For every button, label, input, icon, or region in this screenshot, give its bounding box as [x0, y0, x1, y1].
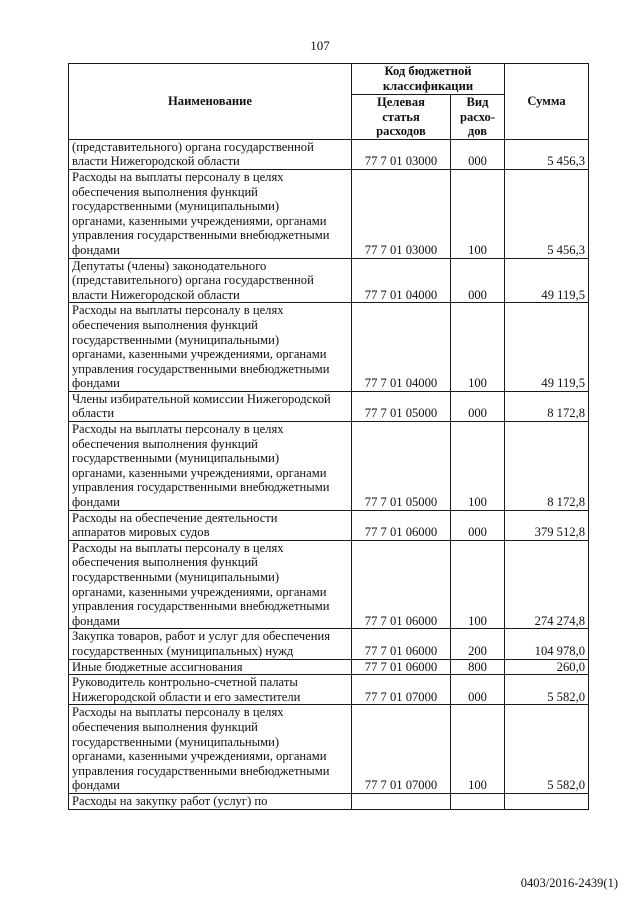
row-name-line: Закупка товаров, работ и услуг для обеспечения [72, 629, 331, 644]
row-name-cell [69, 659, 352, 675]
row-target-code: 77 7 01 04000 [352, 303, 451, 392]
row-name-line: обеспечения выполнения функций [72, 184, 258, 199]
row-name-line: государственными (муниципальными) [72, 199, 280, 214]
row-expense-type: 000 [451, 139, 505, 169]
row-name-line: обеспечения выполнения функций [72, 436, 258, 451]
row-name-line: Руководитель контрольно-счетной палаты [72, 675, 298, 690]
table-row [69, 258, 589, 303]
row-name-line: фондами [72, 242, 120, 257]
row-sum: 8 172,8 [505, 391, 589, 421]
row-name-cell [69, 391, 352, 421]
row-target-code: 77 7 01 07000 [352, 705, 451, 794]
row-name-line: органами, казенными учреждениями, органами [72, 213, 327, 228]
header-code-group: Код бюджетной классификации [352, 64, 505, 95]
row-name-line: фондами [72, 495, 120, 510]
table-header [69, 64, 589, 140]
row-name-line: Расходы на выплаты персоналу в целях [72, 169, 284, 184]
row-expense-type: 100 [451, 422, 505, 511]
row-name-line: органами, казенными учреждениями, органами [72, 465, 327, 480]
row-target-code: 77 7 01 06000 [352, 659, 451, 675]
row-name-line: органами, казенными учреждениями, органами [72, 749, 327, 764]
row-target-code: 77 7 01 04000 [352, 258, 451, 303]
header-target: Целевая статья расходов [352, 95, 451, 140]
row-sum: 49 119,5 [505, 258, 589, 303]
table-row [69, 169, 589, 258]
row-sum: 8 172,8 [505, 422, 589, 511]
row-name-cell [69, 169, 352, 258]
table-row [69, 510, 589, 540]
page-number: 107 [310, 38, 330, 53]
table-row [69, 540, 589, 629]
row-name-cell [69, 793, 352, 809]
row-sum: 104 978,0 [505, 629, 589, 659]
document-code: 0403/2016-2439(1) [520, 876, 618, 890]
row-name-cell [69, 540, 352, 629]
row-name-line: обеспечения выполнения функций [72, 317, 258, 332]
row-sum: 49 119,5 [505, 303, 589, 392]
row-name-line: Расходы на закупку работ (услуг) по [72, 793, 268, 808]
row-name-line: управления государственными внебюджетными [72, 599, 330, 614]
row-name-line: Расходы на обеспечение деятельности [72, 510, 278, 525]
row-expense-type: 800 [451, 659, 505, 675]
row-name-line: фондами [72, 376, 120, 391]
row-target-code: 77 7 01 07000 [352, 675, 451, 705]
row-sum: 260,0 [505, 659, 589, 675]
row-name-line: власти Нижегородской области [72, 154, 240, 169]
row-sum: 5 456,3 [505, 169, 589, 258]
row-expense-type: 200 [451, 629, 505, 659]
row-name-cell [69, 675, 352, 705]
budget-table [68, 63, 589, 810]
row-name-line: государственными (муниципальными) [72, 734, 280, 749]
row-sum: 379 512,8 [505, 510, 589, 540]
row-expense-type: 100 [451, 705, 505, 794]
header-sum: Сумма [505, 64, 589, 140]
row-name-line: обеспечения выполнения функций [72, 555, 258, 570]
row-name-line: (представительного) органа государственной [72, 139, 314, 154]
row-name-line: Нижегородской области и его заместители [72, 689, 301, 704]
row-expense-type: 000 [451, 510, 505, 540]
row-name-line: государственных (муниципальных) нужд [72, 643, 294, 658]
row-name-line: управления государственными внебюджетными [72, 361, 330, 376]
row-sum: 5 456,3 [505, 139, 589, 169]
row-name-line: управления государственными внебюджетными [72, 228, 330, 243]
row-target-code: 77 7 01 06000 [352, 540, 451, 629]
row-target-code: 77 7 01 06000 [352, 510, 451, 540]
row-target-code [352, 793, 451, 809]
row-sum: 5 582,0 [505, 675, 589, 705]
row-name-cell [69, 258, 352, 303]
row-name-line: органами, казенными учреждениями, органами [72, 347, 327, 362]
table-row [69, 705, 589, 794]
table-row [69, 139, 589, 169]
row-target-code: 77 7 01 06000 [352, 629, 451, 659]
row-name-cell [69, 629, 352, 659]
row-name-cell [69, 139, 352, 169]
row-name-cell [69, 422, 352, 511]
row-name-line: Члены избирательной комиссии Нижегородской [72, 391, 331, 406]
row-name-cell [69, 705, 352, 794]
row-name-line: обеспечения выполнения функций [72, 719, 258, 734]
row-name-line: государственными (муниципальными) [72, 451, 280, 466]
table-row [69, 793, 589, 809]
table-row [69, 629, 589, 659]
row-target-code: 77 7 01 03000 [352, 139, 451, 169]
table-body [69, 139, 589, 809]
row-name-line: области [72, 406, 115, 421]
row-name-line: Расходы на выплаты персоналу в целях [72, 540, 284, 555]
table-row [69, 303, 589, 392]
row-name-line: управления государственными внебюджетными [72, 763, 330, 778]
table-row [69, 391, 589, 421]
row-name-cell [69, 303, 352, 392]
row-sum: 5 582,0 [505, 705, 589, 794]
table-row [69, 422, 589, 511]
header-name: Наименование [69, 64, 352, 140]
row-name-line: власти Нижегородской области [72, 287, 240, 302]
row-name-line: Иные бюджетные ассигнования [72, 659, 243, 674]
row-name-line: Расходы на выплаты персоналу в целях [72, 705, 284, 720]
row-sum [505, 793, 589, 809]
row-name-line: Расходы на выплаты персоналу в целях [72, 303, 284, 318]
row-expense-type: 000 [451, 391, 505, 421]
row-expense-type: 100 [451, 303, 505, 392]
table-row [69, 675, 589, 705]
table-row [69, 659, 589, 675]
row-name-line: органами, казенными учреждениями, органами [72, 584, 327, 599]
row-expense-type: 000 [451, 258, 505, 303]
row-expense-type [451, 793, 505, 809]
row-name-line: фондами [72, 778, 120, 793]
row-name-line: аппаратов мировых судов [72, 525, 210, 540]
row-sum: 274 274,8 [505, 540, 589, 629]
row-target-code: 77 7 01 03000 [352, 169, 451, 258]
row-expense-type: 100 [451, 169, 505, 258]
row-name-line: управления государственными внебюджетными [72, 480, 330, 495]
row-name-line: Расходы на выплаты персоналу в целях [72, 422, 284, 437]
row-name-line: фондами [72, 613, 120, 628]
row-name-cell [69, 510, 352, 540]
row-expense-type: 100 [451, 540, 505, 629]
row-name-line: Депутаты (члены) законодательного [72, 258, 267, 273]
header-type: Вид расхо-дов [451, 95, 505, 140]
row-expense-type: 000 [451, 675, 505, 705]
row-name-line: (представительного) органа государственной [72, 273, 314, 288]
row-target-code: 77 7 01 05000 [352, 391, 451, 421]
row-name-line: государственными (муниципальными) [72, 332, 280, 347]
row-target-code: 77 7 01 05000 [352, 422, 451, 511]
row-name-line: государственными (муниципальными) [72, 570, 280, 584]
